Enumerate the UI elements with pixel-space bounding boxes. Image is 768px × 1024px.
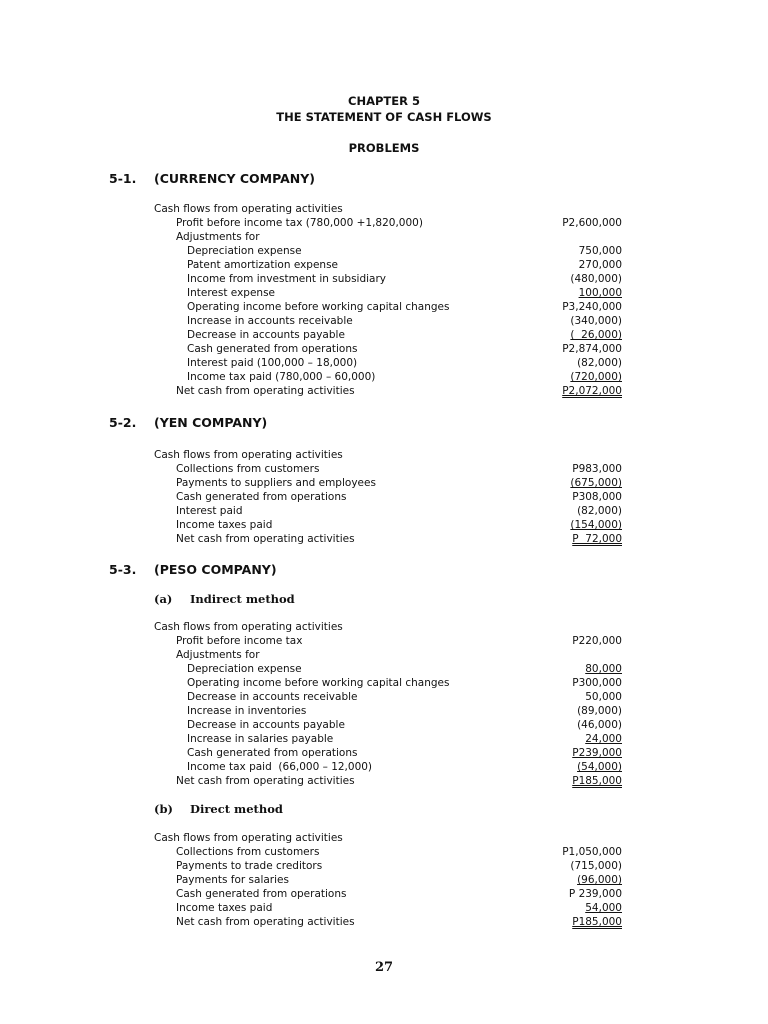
statement-row: Adjustments for: [176, 649, 260, 661]
statement-row: Net cash from operating activities P185,000: [176, 775, 622, 787]
statement-row: Collections from customers P983,000: [176, 463, 622, 475]
statement-row: Payments for salaries (96,000): [176, 874, 622, 886]
section-number-5-2: 5-2.: [109, 415, 137, 430]
statement-row: Increase in accounts receivable (340,000): [187, 315, 622, 327]
statement-row: Adjustments for: [176, 231, 260, 243]
statement-row: Collections from customers P1,050,000: [176, 846, 622, 858]
statement-row: Income from investment in subsidiary (480,000): [187, 273, 622, 285]
problems-heading: PROBLEMS: [348, 141, 420, 155]
statement-row: Cash generated from operations P308,000: [176, 491, 622, 503]
statement-5-1: [154, 202, 622, 398]
statement-row: Income tax paid (66,000 – 12,000) (54,000): [187, 761, 622, 773]
statement-row: Income tax paid (780,000 – 60,000) (720,000): [187, 371, 622, 383]
statement-5-2: [154, 448, 622, 546]
subsection-letter-a: (a): [154, 592, 173, 606]
statement-row: Cash flows from operating activities: [154, 203, 343, 215]
statement-row: Patent amortization expense 270,000: [187, 259, 622, 271]
statement-row: Cash flows from operating activities: [154, 621, 343, 633]
subsection-letter-b: (b): [154, 802, 173, 816]
subsection-title-direct-method: Direct method: [190, 802, 283, 816]
section-title-peso-company: (PESO COMPANY): [154, 562, 277, 577]
section-title-yen-company: (YEN COMPANY): [154, 415, 268, 430]
statement-row: Net cash from operating activities P 72,000: [176, 533, 622, 545]
statement-row: Decrease in accounts receivable 50,000: [187, 691, 622, 703]
chapter-title: THE STATEMENT OF CASH FLOWS: [276, 110, 492, 124]
statement-row: Cash generated from operations P239,000: [187, 747, 622, 759]
statement-row: Net cash from operating activities P2,072,000: [176, 385, 622, 397]
statement-row: Cash generated from operations P 239,000: [176, 888, 622, 900]
statement-row: Operating income before working capital changes P3,240,000: [187, 301, 622, 313]
statement-row: Depreciation expense 750,000: [187, 245, 622, 257]
statement-row: Profit before income tax (780,000 +1,820,000) P2,600,000: [176, 217, 622, 229]
statement-row: Cash flows from operating activities: [154, 832, 343, 844]
statement-row: Cash generated from operations P2,874,000: [187, 343, 622, 355]
statement-row: Profit before income tax P220,000: [176, 635, 622, 647]
section-number-5-3: 5-3.: [109, 562, 137, 577]
statement-row: Interest paid (100,000 – 18,000) (82,000): [187, 357, 622, 369]
statement-row: Decrease in accounts payable ( 26,000): [187, 329, 622, 341]
statement-row: Operating income before working capital changes P300,000: [187, 677, 622, 689]
chapter-label: CHAPTER 5: [348, 94, 420, 108]
statement-row: Interest expense 100,000: [187, 287, 622, 299]
statement-row: Cash flows from operating activities: [154, 449, 343, 461]
statement-row: Increase in inventories (89,000): [187, 705, 622, 717]
section-number-5-1: 5-1.: [109, 171, 137, 186]
statement-row: Payments to suppliers and employees (675,000): [176, 477, 622, 489]
statement-5-3-indirect: [154, 620, 622, 788]
statement-row: Interest paid (82,000): [176, 505, 622, 517]
section-title-currency-company: (CURRENCY COMPANY): [154, 171, 316, 186]
subsection-title-indirect-method: Indirect method: [190, 592, 295, 606]
statement-row: Income taxes paid (154,000): [176, 519, 622, 531]
page-number: 27: [374, 960, 394, 975]
statement-row: Increase in salaries payable 24,000: [187, 733, 622, 745]
statement-row: Payments to trade creditors (715,000): [176, 860, 622, 872]
statement-row: Net cash from operating activities P185,000: [176, 916, 622, 928]
statement-5-3-direct: [154, 831, 622, 929]
statement-row: Income taxes paid 54,000: [176, 902, 622, 914]
statement-row: Depreciation expense 80,000: [187, 663, 622, 675]
statement-row: Decrease in accounts payable (46,000): [187, 719, 622, 731]
